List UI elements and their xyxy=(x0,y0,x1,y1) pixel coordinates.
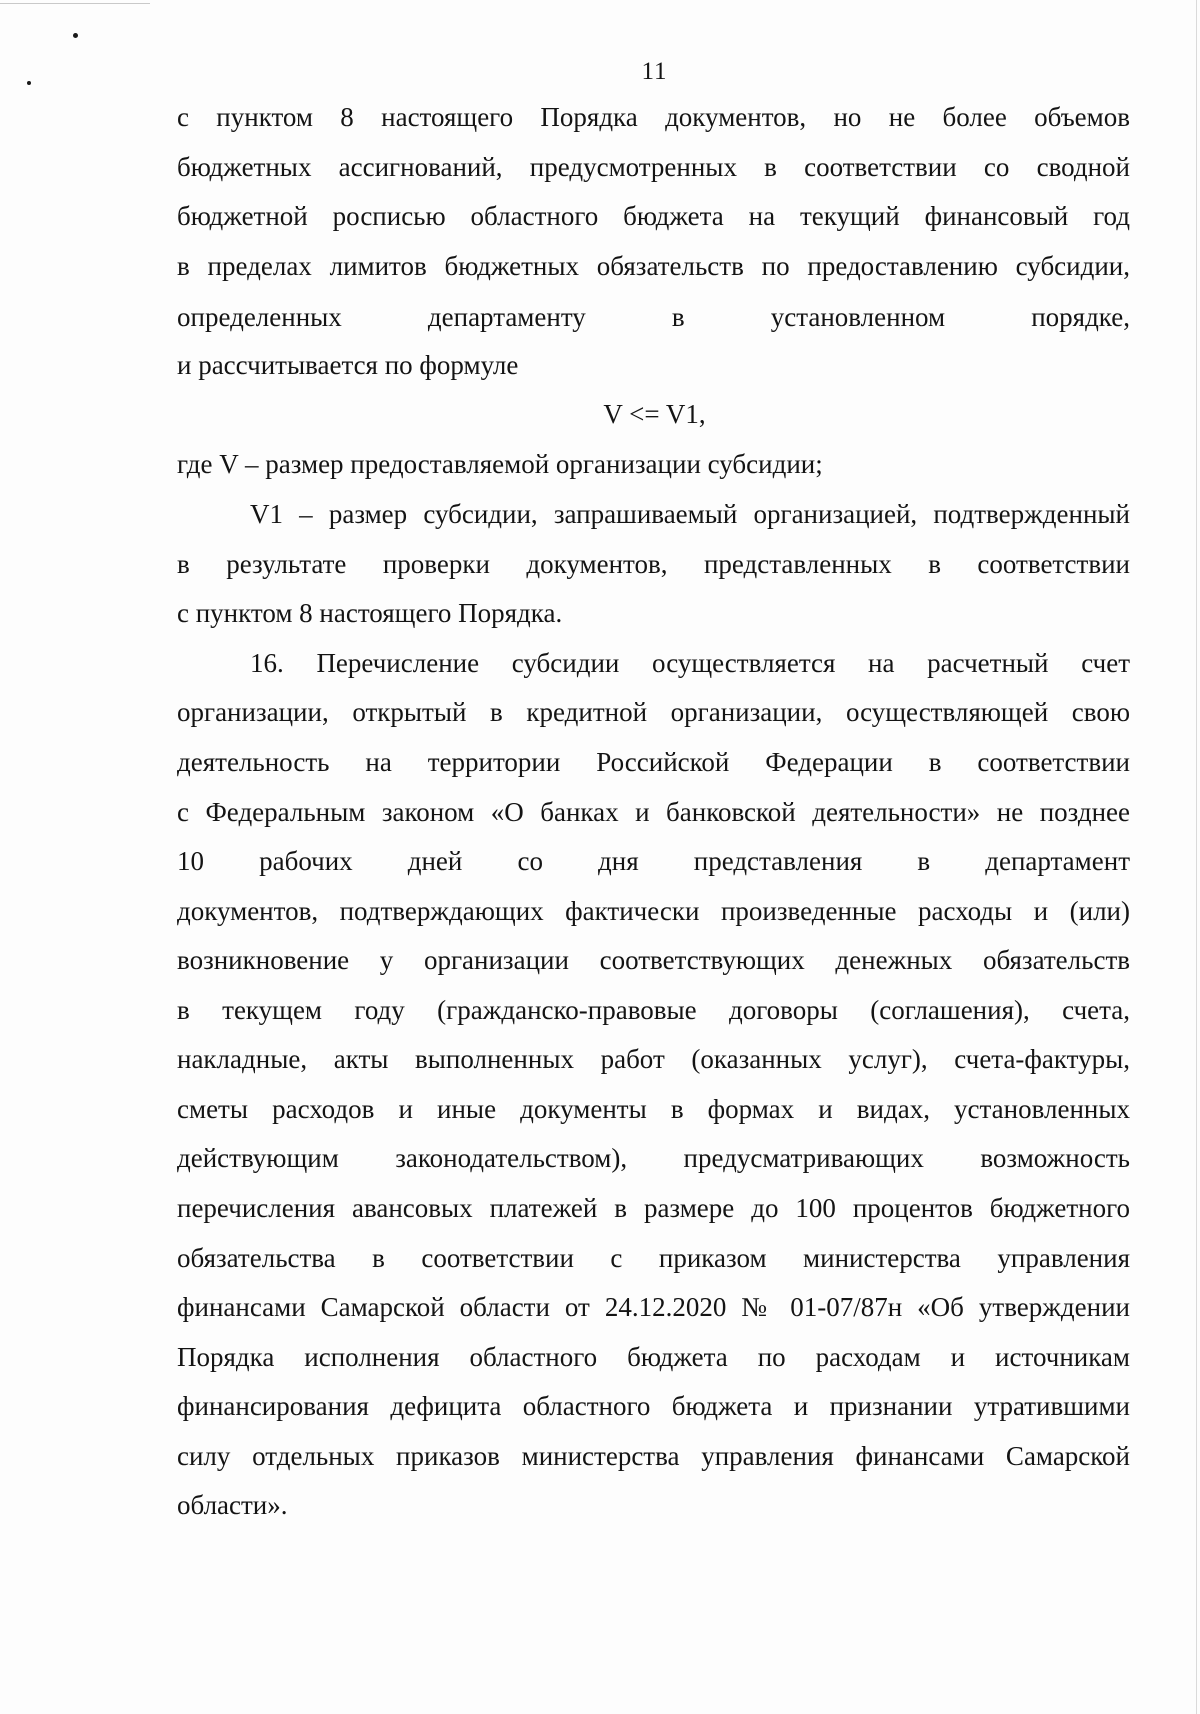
text-line: в текущем году (гражданско-правовые договоры (соглашения), счета, xyxy=(177,995,1130,1025)
text-line: где V – размер предоставляемой организации субсидии; xyxy=(177,449,823,479)
text-line: области». xyxy=(177,1490,288,1520)
text-line: финансирования дефицита областного бюджета и признании утратившими xyxy=(177,1391,1130,1421)
page-number: 11 xyxy=(641,58,668,85)
text-line: бюджетных ассигнований, предусмотренных в соответствии со сводной xyxy=(177,152,1130,182)
text-line: возникновение у организации соответствующих денежных обязательств xyxy=(177,945,1130,975)
text-line: организации, открытый в кредитной организации, осуществляющей свою xyxy=(177,697,1130,727)
scan-edge-right xyxy=(1196,0,1197,1714)
text-line: обязательства в соответствии с приказом министерства управления xyxy=(177,1243,1130,1273)
scan-edge-top xyxy=(0,3,150,4)
text-line: Порядка исполнения областного бюджета по расходам и источникам xyxy=(177,1342,1130,1372)
text-line: бюджетной росписью областного бюджета на текущий финансовый год xyxy=(177,201,1130,231)
text-line: V1 – размер субсидии, запрашиваемый организацией, подтвержденный xyxy=(250,499,1130,529)
text-line: и рассчитывается по формуле xyxy=(177,350,519,380)
formula: V <= V1, xyxy=(603,399,706,429)
text-line: деятельность на территории Российской Федерации в соответствии xyxy=(177,747,1130,777)
text-line: в результате проверки документов, представленных в соответствии xyxy=(177,549,1130,579)
text-line: действующим законодательством), предусматривающих возможность xyxy=(177,1143,1130,1173)
text-line: с пунктом 8 настоящего Порядка документов, но не более объемов xyxy=(177,102,1130,132)
text-line: накладные, акты выполненных работ (оказанных услуг), счета-фактуры, xyxy=(177,1044,1130,1074)
scan-speck xyxy=(73,33,78,38)
text-line: сметы расходов и иные документы в формах и видах, установленных xyxy=(177,1094,1130,1124)
text-line: с Федеральным законом «О банках и банковской деятельности» не позднее xyxy=(177,797,1130,827)
text-line: в пределах лимитов бюджетных обязательств по предоставлению субсидии, xyxy=(177,251,1130,281)
text-line: 10 рабочих дней со дня представления в департамент xyxy=(177,846,1130,876)
text-line: с пунктом 8 настоящего Порядка. xyxy=(177,598,563,628)
text-line: перечисления авансовых платежей в размере до 100 процентов бюджетного xyxy=(177,1193,1130,1223)
text-line: силу отдельных приказов министерства управления финансами Самарской xyxy=(177,1441,1130,1471)
text-line: 16. Перечисление субсидии осуществляется на расчетный счет xyxy=(250,648,1130,678)
text-line: документов, подтверждающих фактически произведенные расходы и (или) xyxy=(177,896,1130,926)
text-line: финансами Самарской области от 24.12.2020 № 01-07/87н «Об утверждении xyxy=(177,1292,1130,1322)
text-line: определенных департаменту в установленном порядке, xyxy=(177,302,1130,332)
